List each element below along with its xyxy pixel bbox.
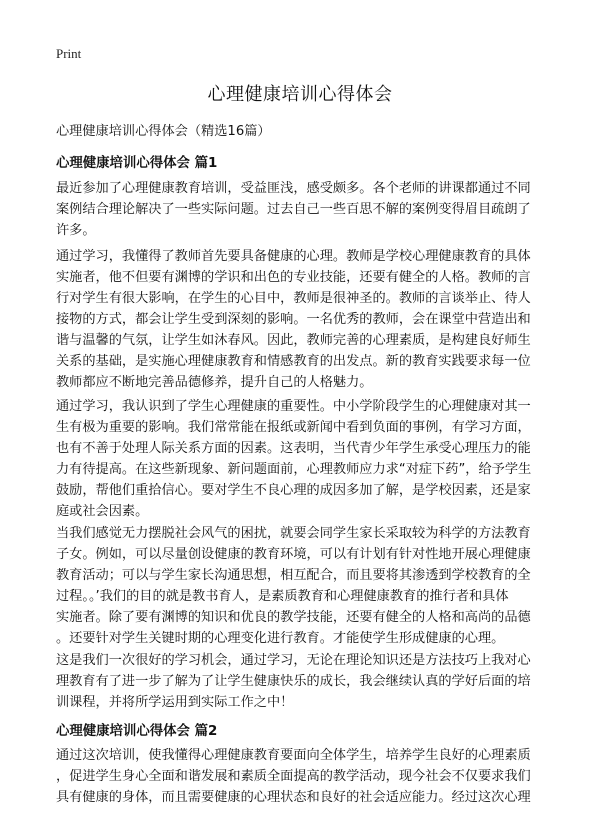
text-line: 行对学生有很大影响，在学生的心目中，教师是很神圣的。教师的言谈举止、待人 [56,291,531,306]
text-line: 具有健康的身体，而且需要健康的心理状态和良好的社会适应能力。经过这次心理 [56,790,531,805]
text-line: 当我们感觉无力摆脱社会风气的困扰，就要会同学生家长采取较为科学的方法教育 [56,526,531,541]
paragraph-2-1 [56,745,546,808]
paragraph-1-5 [56,650,546,713]
text-line: 通过学习，我认识到了学生心理健康的重要性。中小学阶段学生的心理健康对其一 [56,399,531,414]
text-line: 最近参加了心理健康教育培训，受益匪浅，感受颇多。各个老师的讲课都通过不同 [56,181,531,196]
section-heading-1: 心理健康培训心得体会 篇1 [56,156,218,171]
text-line: 鼓励，帮他们重拾信心。要对学生不良心理的成因多加了解，是学校因素，还是家 [56,483,531,498]
page-title: 心理健康培训心得体会 [207,84,393,105]
text-line: 生有极为重要的影响。我们常常能在报纸或新闻中看到负面的事例，有学习方面， [56,420,531,435]
text-line: 理教育有了进一步了解为了让学生健康快乐的成长，我会继续认真的学好后面的培 [56,674,531,689]
text-line: 许多。 [56,223,96,238]
text-line: ，促进学生身心全面和谐发展和素质全面提高的教学活动，现今社会不仅要求我们 [56,769,531,784]
text-line: 谐与温馨的气氛，让学生如沐春风。因此，教师完善的心理素质，是构建良好师生 [56,333,531,348]
text-line: 关系的基础，是实施心理健康教育和情感教育的出发点。新的教育实践要求每一位 [56,354,531,369]
text-line: 。还要针对学生关键时期的心理变化进行教育。才能使学生形成健康的心理。 [56,631,505,646]
text-line: 这是我们一次很好的学习机会，通过学习，无论在理论知识还是方法技巧上我对心 [56,653,531,668]
paragraph-1-3 [56,396,546,522]
document-subtitle: 心理健康培训心得体会（精选16篇） [56,124,271,139]
text-line: 子女。例如，可以尽量创设健康的教育环境，可以有计划有针对性地开展心理健康 [56,547,531,562]
text-line: 力有待提高。在这些新现象、新问题面前，心理教师应力求“对症下药”，给予学生 [56,462,532,477]
text-line: 过程。。’我们的目的就是教书育人，是素质教育和心理健康教育的推行者和具体 [56,589,509,604]
text-line: 通过学习，我懂得了教师首先要具备健康的心理。教师是学校心理健康教育的具体 [56,249,531,264]
section-heading-2: 心理健康培训心得体会 篇2 [56,724,218,739]
paragraph-1-1 [56,178,546,241]
text-line: 通过这次培训，使我懂得心理健康教育要面向全体学生，培养学生良好的心理素质 [56,748,531,763]
text-line: 也有不善于处理人际关系方面的因素。这表明，当代青少年学生承受心理压力的能 [56,441,531,456]
text-line: 案例结合理论解决了一些实际问题。过去自己一些百思不解的案例变得眉目疏朗了 [56,202,531,217]
text-line: 实施者，他不但要有渊博的学识和出色的专业技能，还要有健全的人格。教师的言 [56,270,531,285]
text-line: 接物的方式，都会让学生受到深刻的影响。一名优秀的教师，会在课堂中营造出和 [56,312,531,327]
text-line: 庭或社会因素。 [56,504,149,519]
text-line: 教师都应不断地完善品德修养，提升自己的人格魅力。 [56,375,373,390]
print-link[interactable]: Print [56,46,82,61]
text-line: 教育活动；可以与学生家长沟通思想，相互配合，而且要将其渗透到学校教育的全 [56,568,531,583]
text-line: 训课程，并将所学运用到实际工作之中！ [56,695,294,710]
text-line: 实施者。除了要有渊博的知识和优良的教学技能，还要有健全的人格和高尚的品德 [56,610,531,625]
paragraph-1-2 [56,246,546,393]
paragraph-1-4 [56,523,546,649]
